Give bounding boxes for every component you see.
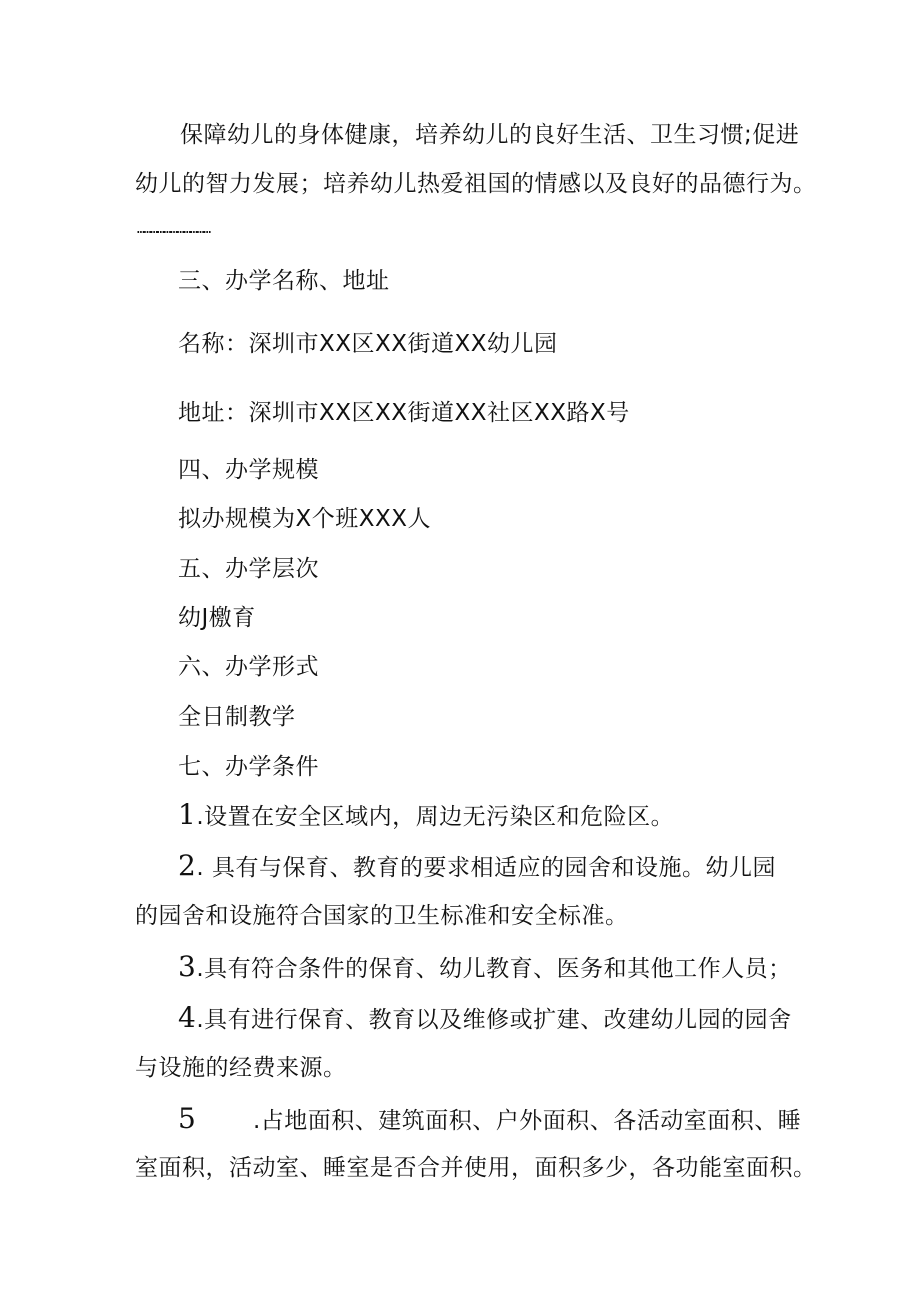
condition-item-4 <box>178 1003 792 1035</box>
condition-item-1 <box>178 800 674 832</box>
condition-item-5-continued: 室面积，活动室、睡室是否合并使用，面积多少，各功能室面积。 <box>135 1155 817 1181</box>
condition-text: .具有进行保育、教育以及维修或扩建、改建幼儿园的园舍 <box>196 1007 792 1033</box>
condition-number: 5 <box>178 1102 197 1135</box>
intro-line-1: 保障幼儿的身体健康，培养幼儿的良好生活、卫生习惯;促进 <box>180 122 800 148</box>
section-4-heading: 四、办学规模 <box>178 457 319 483</box>
section-3-heading: 三、办学名称、地址 <box>178 268 390 294</box>
school-address: 地址：深圳市XX区XX街道XX社区XX路X号 <box>178 400 630 426</box>
dotted-separator: …………………………… <box>137 222 210 237</box>
school-name: 名称：深圳市XX区XX街道XX幼儿园 <box>178 331 558 357</box>
condition-item-4-continued: 与设施的经费来源。 <box>135 1055 347 1081</box>
condition-item-5 <box>178 1104 801 1136</box>
condition-text: .具有符合条件的保育、幼儿教育、医务和其他工作人员； <box>196 956 792 982</box>
section-6-heading: 六、办学形式 <box>178 654 319 680</box>
section-5-content: 幼J檄育 <box>178 605 256 631</box>
condition-item-2-continued: 的园舍和设施符合国家的卫生标准和安全标准。 <box>135 903 629 929</box>
section-5-heading: 五、办学层次 <box>178 556 319 582</box>
condition-number: 1 <box>178 798 197 831</box>
section-7-heading: 七、办学条件 <box>178 754 319 780</box>
condition-item-3 <box>178 952 792 984</box>
condition-text: .占地面积、建筑面积、户外面积、各活动室面积、睡 <box>253 1108 802 1134</box>
condition-number: 3 <box>178 950 197 983</box>
condition-number: 2 <box>178 849 197 882</box>
condition-number: 4 <box>178 1001 197 1034</box>
section-4-content: 拟办规模为X个班XXX人 <box>178 506 432 532</box>
condition-text: .设置在安全区域内，周边无污染区和危险区。 <box>196 804 675 830</box>
condition-item-2 <box>178 851 776 883</box>
intro-line-2: 幼儿的智力发展；培养幼儿热爱祖国的情感以及良好的品德行为。 <box>135 171 817 197</box>
condition-text: . 具有与保育、教育的要求相适应的园舍和设施。幼儿园 <box>196 855 776 881</box>
section-6-content: 全日制教学 <box>178 704 296 730</box>
